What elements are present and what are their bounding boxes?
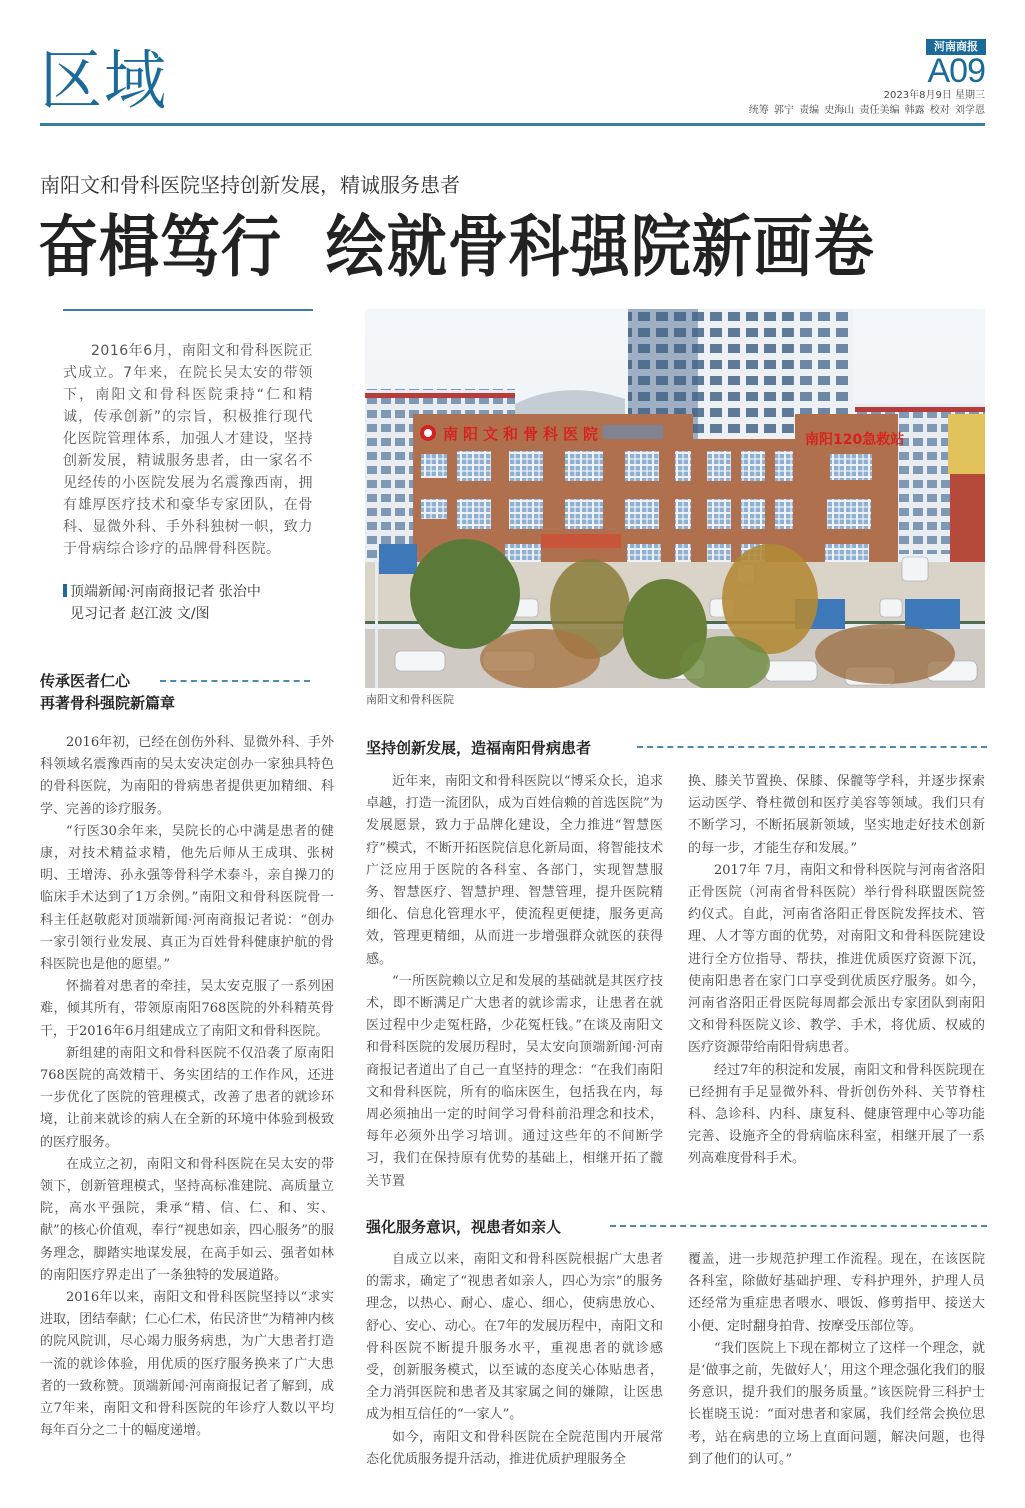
byline-trainee: 见习记者 赵江波 文/图	[70, 606, 210, 622]
body-column-middle-lower	[366, 1249, 663, 1471]
byline-reporter: 顶端新闻·河南商报记者 张治中	[70, 584, 261, 600]
hospital-building-image	[365, 309, 985, 688]
section-heading-line2: 再著骨科强院新篇章	[40, 694, 176, 712]
paragraph: 近年来，南阳文和骨科医院以“博采众长，追求卓越，打造一流团队，成为百姓信赖的首选医院”为发展愿景，致力于品牌化建设，全力推进“智慧医疗”模式，不断开拓医院信息化新局面，将智能技术广泛应用于医院的各科室、各部门，实现智慧服务、智慧医疗、智慧护理、智慧管理，提升医院精细化、信息化管理水平，使流程更便捷，服务更高效，管理更精细，从而进一步增强群众就医的获得感。	[366, 774, 663, 967]
hospital-sign: 南阳文和骨科医院	[443, 425, 604, 443]
paragraph: 在成立之初，南阳文和骨科医院在吴太安的带领下，创新管理模式，坚持高标准建院、高质量立院，高水平强院，秉承“精、信、仁、和、实、献”的核心价值观，奉行“视患如亲，四心服务”的服务理念，脚踏实地谋发展，在高手如云、强者如林的南阳医疗界走出了一条独特的发展道路。	[40, 1156, 334, 1283]
section-heading-dashes	[160, 680, 310, 682]
paragraph: “一所医院赖以立足和发展的基础就是其医疗技术，即不断满足广大患者的就诊需求，让患者在就医过程中少走冤枉路，少花冤枉钱。”在谈及南阳文和骨科医院的发展历程时，吴太安向顶端新闻·河南商报记者道出了自己一直坚持的理念：“在我们南阳文和骨科医院，所有的临床医生，包括我在内，每周必须抽出一定的时间学习骨科前沿理念和技术，每年必须外出学习培训。通过这些年的不间断学习，我们在保持原有优势的基础上，相继开拓了髋关节置	[366, 973, 663, 1189]
emergency-sign: 南阳120急救站	[805, 432, 905, 448]
body-column-middle-upper	[366, 771, 663, 1193]
paragraph: 新组建的南阳文和骨科医院不仅沿袭了原南阳768医院的高效精干、务实团结的工作作风，还进一步优化了医院的管理模式，改善了患者的就诊环境，让前来就诊的病人在全新的环境中体验到极致的医疗服务。	[40, 1045, 334, 1150]
paragraph: 2016年以来，南阳文和骨科医院坚持以“求实进取，团结奉献；仁心仁术，佑民济世”为精神内核的院风院训，尽心竭力服务病患，为广大患者打造一流的就诊体验，用优质的医疗服务换来了广大患者的一致称赞。顶端新闻·河南商报记者了解到，成立7年来，南阳文和骨科医院的年诊疗人数以平均每年百分之二十的幅度递增。	[40, 1290, 334, 1439]
issue-date: 2023年8月9日 星期三	[883, 90, 985, 101]
byline	[63, 581, 323, 625]
lead-divider	[63, 309, 313, 311]
paragraph: 如今，南阳文和骨科医院在全院范围内开展常态化优质服务提升活动，推进优质护理服务全	[366, 1429, 663, 1467]
section-heading-inherit	[40, 670, 220, 714]
byline-marker	[63, 584, 67, 597]
article-title: 奋楫笃行 绘就骨科强院新画卷	[38, 208, 875, 287]
body-column-right-upper	[688, 771, 985, 1171]
hospital-photo	[365, 309, 985, 688]
section-heading-line1: 传承医者仁心	[40, 672, 131, 690]
photo-caption: 南阳文和骨科医院	[366, 693, 454, 706]
paragraph: “我们医院上下现在都树立了这样一个理念，就是‘做事之前，先做好人’，用这个理念强化我们的服务意识，提升我们的服务质量。”该医院骨三科护士长崔晓玉说：“面对患者和家属，我们经常会换位思考，站在病患的立场上直面问题，解决问题，也得到了他们的认可。”	[688, 1340, 985, 1467]
masthead-logo: 河南商报	[926, 39, 986, 55]
editor-credits: 统筹 郭宁 责编 史海山 责任美编 韩露 校对 刘学恩	[748, 105, 985, 116]
paragraph: 2016年初，已经在创伤外科、显微外科、手外科领域名震豫西南的吴太安决定创办一家独具特色的骨科医院，为南阳的骨病患者提供更加精细、科学、完善的诊疗服务。	[40, 735, 334, 817]
article-subtitle: 南阳文和骨科医院坚持创新发展，精诚服务患者	[40, 173, 460, 197]
paragraph: 2017年 7月，南阳文和骨科医院与河南省洛阳正骨医院（河南省骨科医院）举行骨科联盟医院签约仪式。自此，河南省洛阳正骨医院发挥技术、管理、人才等方面的优势，对南阳文和骨科医院建设进行全方位指导、帮扶，推进优质医疗资源下沉，使南阳患者在家门口享受到优质医疗服务。如今，河南省洛阳正骨医院每周都会派出专家团队到南阳文和骨科医院义诊、教学、手术，将优质、权威的医疗资源带给南阳骨病患者。	[688, 862, 985, 1056]
header-divider	[40, 123, 985, 126]
section-name: 区域	[40, 42, 169, 119]
section-heading-service: 强化服务意识，视患者如亲人	[366, 1218, 562, 1236]
section-heading-innovation: 坚持创新发展，造福南阳骨病患者	[366, 739, 592, 757]
paragraph: “行医30余年来，吴院长的心中满是患者的健康，对技术精益求精，他先后师从王成琪、张树明、王增涛、孙永强等骨科学术泰斗，亲自操刀的临床手术达到了1万余例。”南阳文和骨科医院骨一科主任赵敬彪对顶端新闻·河南商报记者说：“创办一家引领行业发展、真正为百姓骨科健康护航的骨科医院也是他的愿望。”	[40, 823, 334, 973]
section-heading-dashes	[637, 746, 987, 748]
paragraph: 换、膝关节置换、保膝、保髋等学科，并逐步探索运动医学、脊柱微创和医疗美容等领域。我们只有不断学习，不断拓展新领域，坚实地走好技术创新的每一步，才能生存和发展。”	[688, 774, 985, 856]
paragraph: 覆盖，进一步规范护理工作流程。现在，在该医院各科室，除做好基础护理、专科护理外，护理人员还经常为重症患者喂水、喂饭、修剪指甲、接送大小便、定时翻身拍背、按摩受压部位等。	[688, 1252, 985, 1334]
paragraph: 经过7年的积淀和发展，南阳文和骨科医院现在已经拥有手足显微外科、骨折创伤外科、关节脊柱科、急诊科、内科、康复科、健康管理中心等功能完善、设施齐全的骨病临床科室，相继开展了一系列高难度骨科手术。	[688, 1062, 985, 1167]
page-number: A09	[927, 52, 985, 90]
paragraph: 怀揣着对患者的牵挂，吴太安克服了一系列困难，倾其所有，带领原南阳768医院的外科精英骨干，于2016年6月组建成立了南阳文和骨科医院。	[40, 979, 334, 1039]
paragraph: 自成立以来，南阳文和骨科医院根据广大患者的需求，确定了“视患者如亲人，四心为宗”的服务理念，以热心、耐心、虚心、细心，使病患放心、舒心、安心、动心。在7年的发展历程中，南阳文和骨科医院不断提升服务水平，重视患者的就诊感受，创新服务模式，以至诚的态度关心体贴患者，全力消弭医院和患者及其家属之间的嫌隙，让医患成为相互信任的“一家人”。	[366, 1252, 663, 1423]
article-lead: 2016年6月，南阳文和骨科医院正式成立。7年来，在院长吴太安的带领下，南阳文和骨科医院秉持“仁和精诚，传承创新”的宗旨，积极推行现代化医院管理体系，加强人才建设，坚持创新发展，精诚服务患者，由一家名不见经传的小医院发展为名震豫西南，拥有雄厚医疗技术和豪华专家团队，在骨科、显微外科、手外科独树一帜，致力于骨病综合诊疗的品牌骨科医院。	[63, 343, 313, 557]
body-column-right-lower	[688, 1249, 985, 1471]
body-column-left	[40, 732, 334, 1443]
section-heading-dashes	[610, 1225, 987, 1227]
